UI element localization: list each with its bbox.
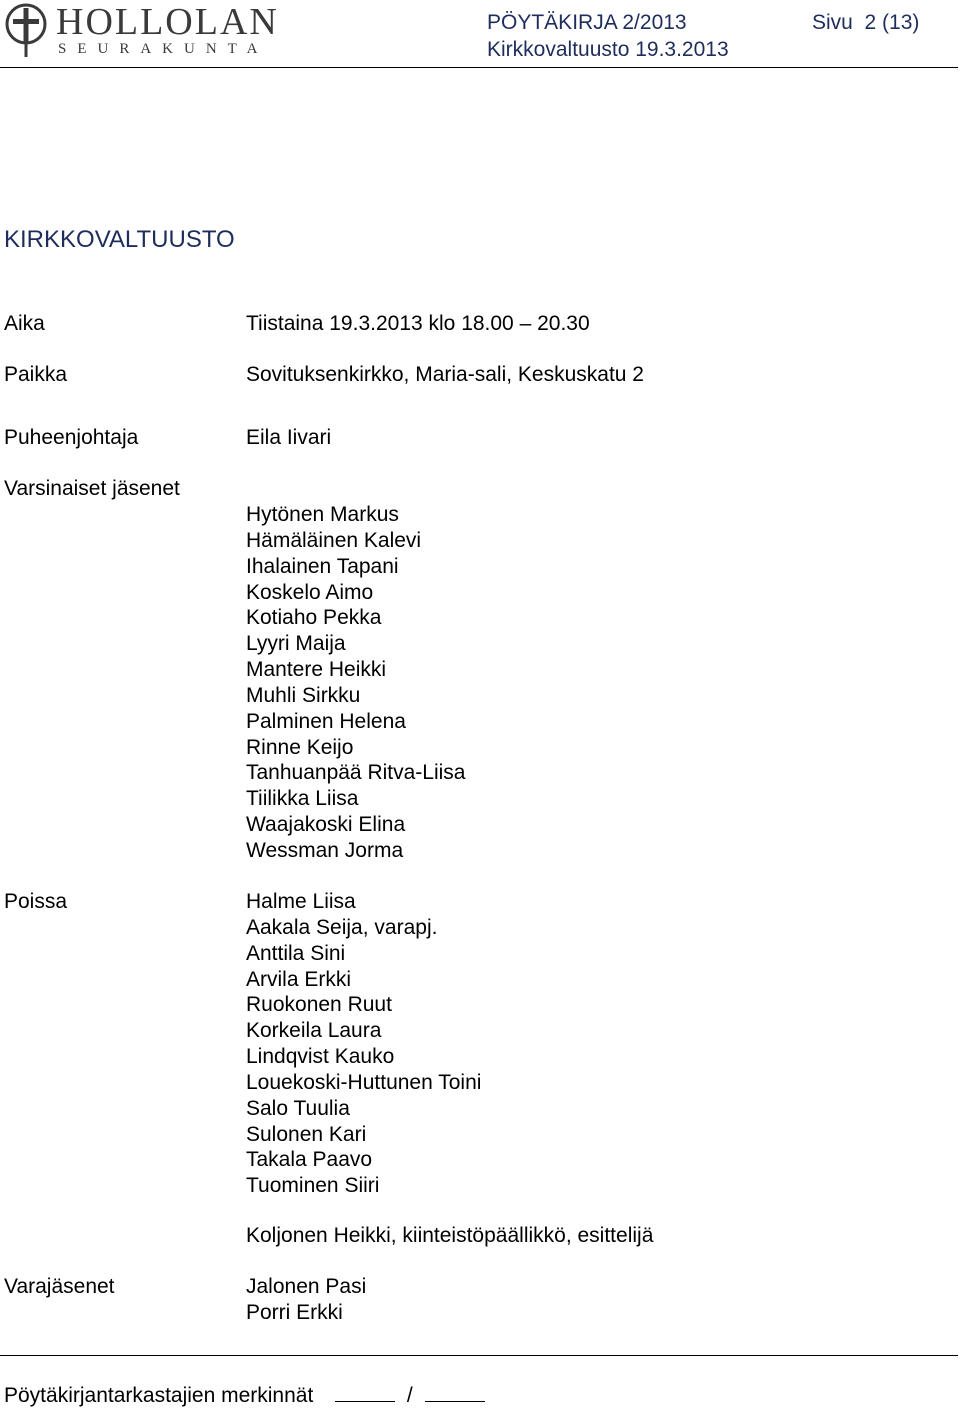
list-item: Tiilikka Liisa [246,787,359,811]
church-logo-icon [4,2,48,58]
list-item: Mantere Heikki [246,658,387,682]
paikka-value: Sovituksenkirkko, Maria-sali, Keskuskatu 2 [246,363,644,386]
list-item: Korkeila Laura [246,1019,382,1043]
members-list [246,502,465,864]
list-item: Hämäläinen Kalevi [246,528,422,552]
list-item: Arvila Erkki [246,967,352,991]
list-item: Anttila Sini [246,941,346,965]
varsinaiset-label: Varsinaiset jäsenet [4,477,180,500]
header-divider [0,67,958,68]
varajasenet-label: Varajäsenet [4,1275,115,1298]
list-item: Sulonen Kari [246,1122,367,1146]
list-item: Louekoski-Huttunen Toini [246,1070,482,1094]
puheenjohtaja-value: Eila Iivari [246,426,332,449]
signature-blank-1 [335,1383,395,1402]
list-item: Porri Erkki [246,1300,343,1324]
logo-name: HOLLOLAN [56,1,279,43]
list-item: Lindqvist Kauko [246,1045,395,1069]
list-item: Jalonen Pasi [246,1275,367,1298]
list-item: Wessman Jorma [246,838,404,862]
list-item: Salo Tuulia [246,1096,350,1120]
list-item: Kotiaho Pekka [246,606,382,630]
list-item: Palminen Helena [246,709,406,733]
poissa-label: Poissa [4,890,68,913]
footer-signature-line [4,1383,485,1409]
footer-label: Pöytäkirjantarkastajien merkinnät [4,1384,314,1407]
page-heading: KIRKKOVALTUUSTO [4,226,235,253]
document-subtitle: Kirkkovaltuusto 19.3.2013 [487,38,729,61]
absent-list [246,889,481,1199]
deputies-list [246,1274,366,1326]
document-title: PÖYTÄKIRJA 2/2013 [487,11,687,34]
list-item: Aakala Seija, varapj. [246,915,438,939]
signature-blank-2 [425,1383,485,1402]
list-item: Ihalainen Tapani [246,554,399,578]
list-item: Rinne Keijo [246,735,354,759]
list-item: Halme Liisa [246,890,356,913]
list-item: Waajakoski Elina [246,813,406,837]
list-item: Lyyri Maija [246,632,346,656]
list-item: Hytönen Markus [246,503,399,526]
aika-value: Tiistaina 19.3.2013 klo 18.00 – 20.30 [246,312,590,335]
aika-label: Aika [4,312,45,335]
list-item: Muhli Sirkku [246,683,361,707]
footer-divider [0,1355,958,1356]
footer-separator: / [406,1384,413,1407]
puheenjohtaja-label: Puheenjohtaja [4,426,139,449]
list-item: Tuominen Siiri [246,1174,380,1198]
list-item: Ruokonen Ruut [246,993,392,1017]
list-item: Koskelo Aimo [246,580,374,604]
presenter-value: Koljonen Heikki, kiinteistöpäällikkö, esittelijä [246,1224,654,1247]
logo-subtitle: SEURAKUNTA [58,41,269,57]
paikka-label: Paikka [4,363,68,386]
list-item: Takala Paavo [246,1148,373,1172]
list-item: Tanhuanpää Ritva-Liisa [246,761,466,785]
page-number: Sivu 2 (13) [812,11,920,34]
